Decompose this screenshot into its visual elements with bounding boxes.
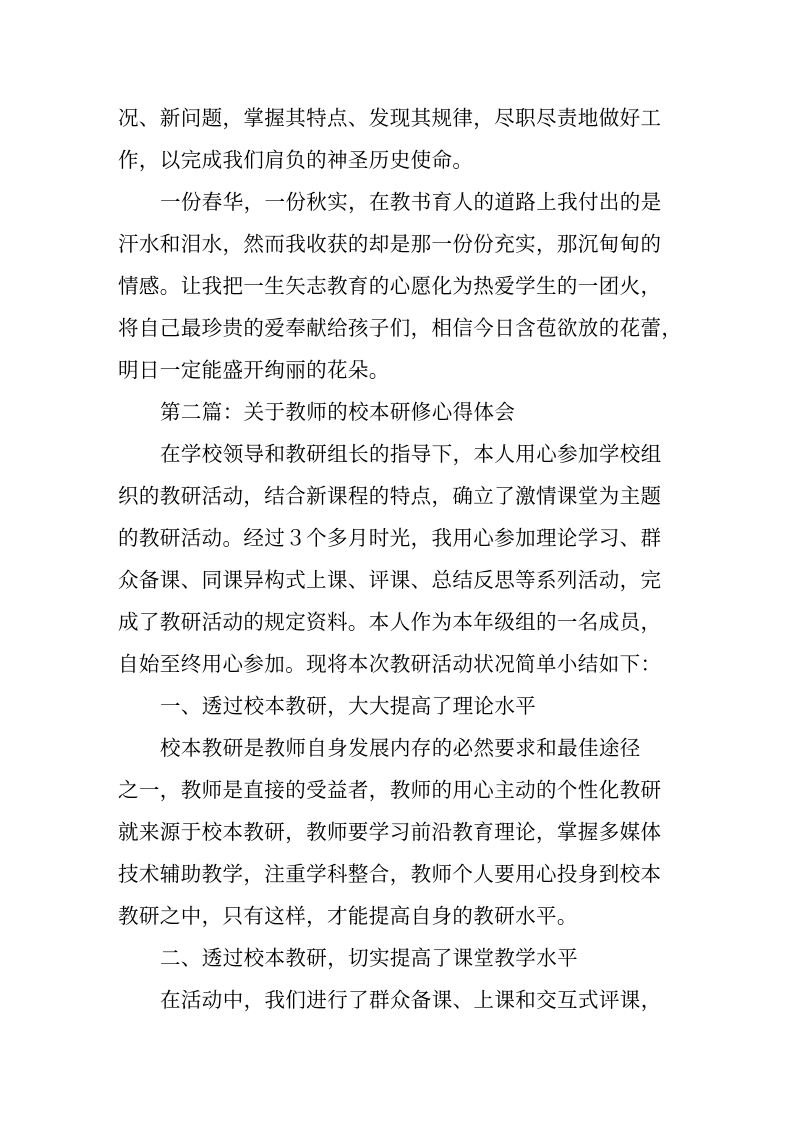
- text-line: 自始至终用心参加。现将本次教研活动状况简单小结如下：: [118, 652, 662, 676]
- subsection-heading: 一、透过校本教研，大大提高了理论水平: [160, 694, 537, 718]
- text-line: 之一，教师是直接的受益者，教师的用心主动的个性化教研: [118, 778, 662, 802]
- text-line: 众备课、同课异构式上课、评课、总结反思等系列活动，完: [118, 568, 662, 592]
- text-line: 技术辅助教学，注重学科整合，教师个人要用心投身到校本: [118, 862, 662, 886]
- section-heading: 第二篇：关于教师的校本研修心得体会: [160, 400, 516, 424]
- text-line: 织的教研活动，结合新课程的特点，确立了激情课堂为主题: [118, 484, 662, 508]
- text-line: 将自己最珍贵的爱奉献给孩子们，相信今日含苞欲放的花蕾，: [118, 316, 683, 340]
- subsection-heading: 二、透过校本教研，切实提高了课堂教学水平: [160, 946, 578, 970]
- text-line: 成了教研活动的规定资料。本人作为本年级组的一名成员，: [118, 610, 662, 634]
- text-line: 在活动中，我们进行了群众备课、上课和交互式评课，: [160, 988, 662, 1012]
- text-line: 汗水和泪水，然而我收获的却是那一份份充实，那沉甸甸的: [118, 232, 662, 256]
- text-line: 校本教研是教师自身发展内存的必然要求和最佳途径: [160, 736, 641, 760]
- text-line: 一份春华，一份秋实，在教书育人的道路上我付出的是: [160, 190, 662, 214]
- text-line: 明日一定能盛开绚丽的花朵。: [118, 358, 390, 382]
- text-line: 的教研活动。经过３个多月时光，我用心参加理论学习、群: [118, 526, 662, 550]
- text-line: 在学校领导和教研组长的指导下，本人用心参加学校组: [160, 442, 662, 466]
- text-line: 况、新问题，掌握其特点、发现其规律，尽职尽责地做好工: [118, 106, 662, 130]
- text-line: 情感。让我把一生矢志教育的心愿化为热爱学生的一团火，: [118, 274, 662, 298]
- text-line: 教研之中，只有这样，才能提高自身的教研水平。: [118, 904, 578, 928]
- text-line: 就来源于校本教研，教师要学习前沿教育理论，掌握多媒体: [118, 820, 662, 844]
- text-line: 作，以完成我们肩负的神圣历史使命。: [118, 148, 474, 172]
